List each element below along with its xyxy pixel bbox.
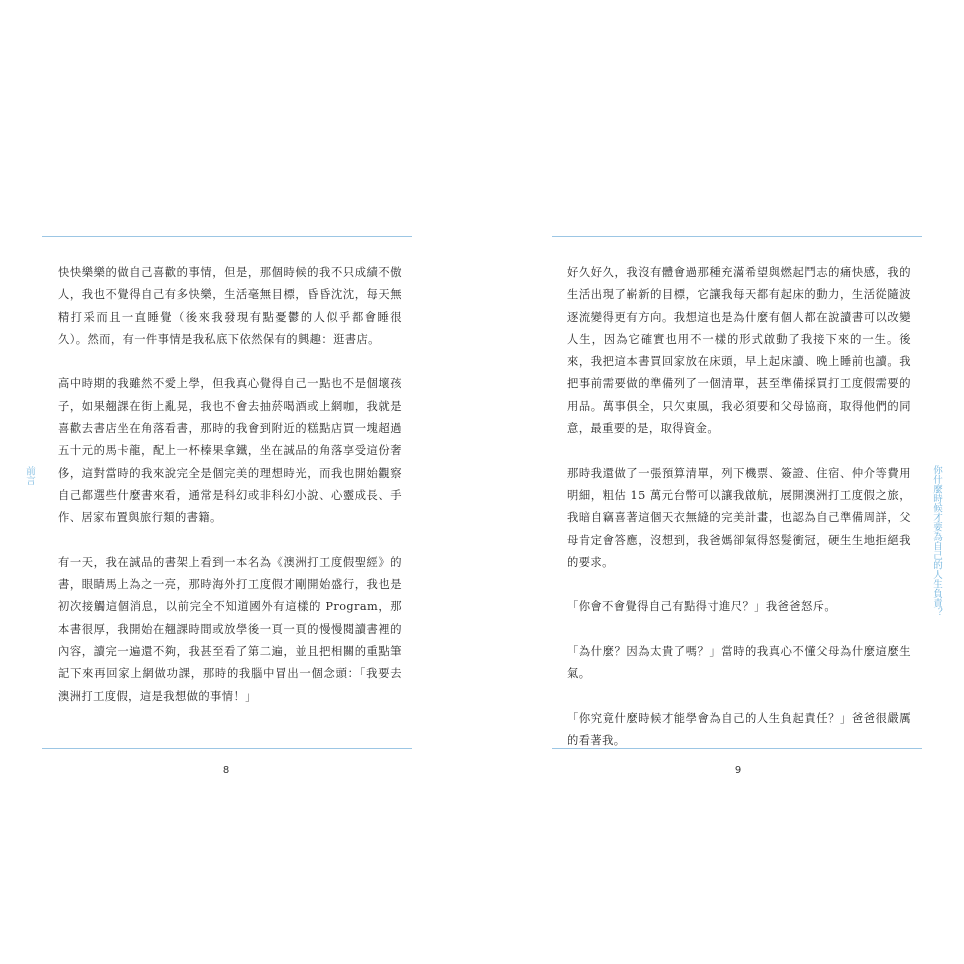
paragraph: 有一天，我在誠品的書架上看到一本名為《澳洲打工度假聖經》的書，眼睛馬上為之一亮，那時海外打工度假才剛開始盛行，我也是初次接觸這個消息，以前完全不知道國外有這樣的 Program，那本書很厚，我開始在翹課時間或放學後一頁一頁的慢慢閱讀書裡的內容，讀完一遍還不夠，我甚至看了第二遍，並且把相關的重點筆記下來再回家上網做功課，那時的我腦中冒出一個念頭：「我要去澳洲打工度假，這是我想做的事情！」 xyxy=(58,555,402,703)
paragraph: 快快樂樂的做自己喜歡的事情，但是，那個時候的我不只成績不傲人，我也不覺得自己有多快樂，生活毫無目標，昏昏沈沈，每天無精打采而且一直睡覺（後來我發現有點憂鬱的人似乎都會睡很久）。然而，有一件事情是我私底下依然保有的興趣：逛書店。 xyxy=(58,266,402,346)
right-page xyxy=(482,0,964,964)
left-body-text xyxy=(58,262,402,730)
paragraph: 那時我還做了一張預算清單，列下機票、簽證、住宿、仲介等費用明細，粗估 15 萬元台幣可以讓我啟航，展開澳洲打工度假之旅，我暗自竊喜著這個天衣無縫的完美計畫，也認為自己準備周詳，父母肯定會答應，沒想到，我爸媽卻氣得怒髮衝冠，硬生生地拒絕我的要求。 xyxy=(567,466,911,569)
page-number: 9 xyxy=(734,765,742,776)
paragraph: 好久好久，我沒有體會過那種充滿希望與燃起鬥志的痛快感，我的生活出現了嶄新的目標，它讓我每天都有起床的動力，生活從隨波逐流變得更有方向。我想這也是為什麼有個人都在說讀書可以改變人生，因為它確實也用不一樣的形式啟動了我接下來的一生。後來，我把這本書買回家放在床頭，早上起床讀、晚上睡前也讀。我把事前需要做的準備列了一個清單，甚至準備採買打工度假需要的用品。萬事俱全，只欠東風，我必須要和父母協商，取得他們的同意，最重要的是，取得資金。 xyxy=(567,266,911,436)
paragraph: 高中時期的我雖然不愛上學，但我真心覺得自己一點也不是個壞孩子，如果翹課在街上亂晃，我也不會去抽菸喝酒或上網咖，我就是喜歡去書店坐在角落看書，那時的我會到附近的糕點店買一塊超過五十元的馬卡龍，配上一杯榛果拿鐵，坐在誠品的角落享受這份奢侈，這對當時的我來說完全是個完美的理想時光，而我也開始觀察自己都選些什麼書來看，通常是科幻或非科幻小說、心靈成長、手作、居家布置與旅行類的書籍。 xyxy=(58,377,402,525)
top-rule xyxy=(552,236,922,237)
dialogue-line: 「你究竟什麼時候才能學會為自己的人生負起責任？」爸爸很嚴厲的看著我。 xyxy=(567,711,911,748)
bottom-rule xyxy=(552,748,922,749)
top-rule xyxy=(42,236,412,237)
dialogue-line: 「為什麼？因為太貴了嗎？」當時的我真心不懂父母為什麼這麼生氣。 xyxy=(567,645,911,681)
page-number: 8 xyxy=(222,765,230,776)
dialogue-line: 「你會不會覺得自己有點得寸進尺？」我爸爸怒斥。 xyxy=(567,600,837,614)
chapter-side-label: 前言 xyxy=(24,466,35,485)
bottom-rule xyxy=(42,748,412,749)
chapter-title-side-label: 你什麼時候才要為自己的人生負責？ xyxy=(931,465,942,617)
right-body-text xyxy=(567,262,911,775)
